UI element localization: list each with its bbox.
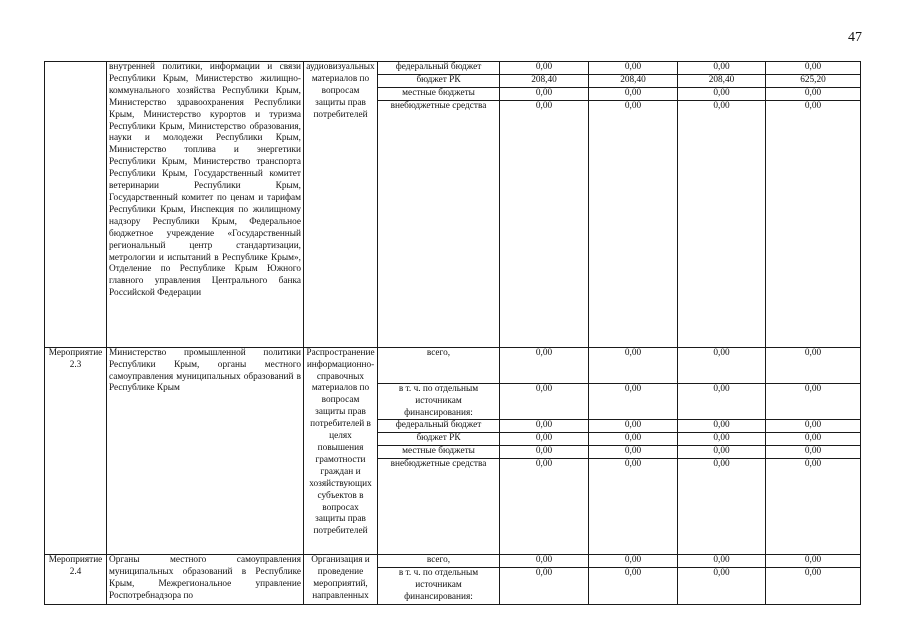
source-label: внебюджетные средства [378, 100, 500, 347]
table-row [45, 555, 861, 568]
value-cell: 0,00 [589, 100, 678, 347]
value-cell: 208,40 [500, 74, 589, 87]
value-cell: 0,00 [500, 433, 589, 446]
table-row [45, 347, 861, 383]
value-cell: 208,40 [589, 74, 678, 87]
source-label: бюджет РК [378, 74, 500, 87]
source-label: всего, [378, 555, 500, 568]
value-cell: 0,00 [766, 568, 861, 605]
value-cell: 0,00 [678, 459, 766, 555]
value-cell: 0,00 [589, 555, 678, 568]
executors-cell: Министерство промышленной политики Республики Крым, органы местного самоуправления муниципальных образований в Республике Крым [107, 347, 304, 554]
source-label: всего, [378, 347, 500, 383]
executors-cell: внутренней политики, информации и связи Республики Крым, Министерство жилищно-коммунального хозяйства Республики Крым, Министерство здравоохранения Республики Крым, Министерство курортов и туризма Республики Крым, Министерство образования, науки и молодежи Республики Крым, Министерство топлива и энергетики Республики Крым, Министерство транспорта Республики Крым, Государственный комитет ветеринарии Республики Крым, Государственный комитет по ценам и тарифам Республики Крым, Инспекция по жилищному надзору Республики Крым, Федеральное бюджетное учреждение «Государственный региональный центр стандартизации, метрологии и испытаний в Республике Крым», Отделение по Республике Крым Южного главного управления Центрального банка Российской Федерации [107, 62, 304, 348]
value-cell: 0,00 [766, 87, 861, 100]
source-label: местные бюджеты [378, 87, 500, 100]
value-cell: 0,00 [678, 347, 766, 383]
value-cell: 0,00 [678, 568, 766, 605]
source-label: федеральный бюджет [378, 420, 500, 433]
value-cell: 0,00 [766, 100, 861, 347]
value-cell: 0,00 [589, 420, 678, 433]
value-cell: 0,00 [500, 459, 589, 555]
value-cell: 0,00 [589, 383, 678, 420]
value-cell: 0,00 [678, 383, 766, 420]
source-label: федеральный бюджет [378, 62, 500, 75]
value-cell: 0,00 [500, 555, 589, 568]
page-number: 47 [848, 30, 862, 45]
value-cell: 0,00 [589, 62, 678, 75]
value-cell: 0,00 [500, 420, 589, 433]
value-cell: 625,20 [766, 74, 861, 87]
value-cell: 0,00 [500, 100, 589, 347]
source-label: бюджет РК [378, 433, 500, 446]
value-cell: 0,00 [678, 87, 766, 100]
value-cell: 0,00 [589, 433, 678, 446]
value-cell: 0,00 [678, 100, 766, 347]
direction-cell: Распространение информационно-справочных материалов по вопросам защиты прав потребителей в целях повышения грамотности граждан и хозяйствующих субъектов в вопросах защиты прав потребителей [304, 347, 378, 554]
event-cell: Мероприятие 2.3 [45, 347, 107, 554]
value-cell: 0,00 [678, 62, 766, 75]
value-cell: 0,00 [678, 555, 766, 568]
value-cell: 0,00 [500, 568, 589, 605]
value-cell: 0,00 [766, 433, 861, 446]
direction-cell: аудиовизуальных материалов по вопросам защиты прав потребителей [304, 62, 378, 348]
value-cell: 0,00 [766, 62, 861, 75]
source-label: в т. ч. по отдельным источникам финансирования: [378, 568, 500, 605]
value-cell: 0,00 [500, 87, 589, 100]
value-cell: 0,00 [589, 446, 678, 459]
value-cell: 0,00 [500, 62, 589, 75]
value-cell: 0,00 [766, 555, 861, 568]
value-cell: 0,00 [766, 459, 861, 555]
value-cell: 0,00 [766, 420, 861, 433]
value-cell: 0,00 [766, 383, 861, 420]
value-cell: 0,00 [678, 420, 766, 433]
value-cell: 0,00 [500, 446, 589, 459]
budget-table [44, 61, 861, 605]
value-cell: 0,00 [500, 347, 589, 383]
source-label: внебюджетные средства [378, 459, 500, 555]
value-cell: 0,00 [766, 347, 861, 383]
value-cell: 0,00 [589, 459, 678, 555]
value-cell: 0,00 [589, 347, 678, 383]
value-cell: 208,40 [678, 74, 766, 87]
value-cell: 0,00 [589, 87, 678, 100]
source-label: местные бюджеты [378, 446, 500, 459]
event-cell [45, 62, 107, 348]
value-cell: 0,00 [766, 446, 861, 459]
value-cell: 0,00 [678, 433, 766, 446]
value-cell: 0,00 [678, 446, 766, 459]
value-cell: 0,00 [500, 383, 589, 420]
source-label: в т. ч. по отдельным источникам финансирования: [378, 383, 500, 420]
event-cell: Мероприятие 2.4 [45, 555, 107, 605]
direction-cell: Организация и проведение мероприятий, направленных [304, 555, 378, 605]
table-row [45, 62, 861, 75]
executors-cell: Органы местного самоуправления муниципальных образований в Республике Крым, Межрегиональное управление Роспотребнадзора по [107, 555, 304, 605]
value-cell: 0,00 [589, 568, 678, 605]
